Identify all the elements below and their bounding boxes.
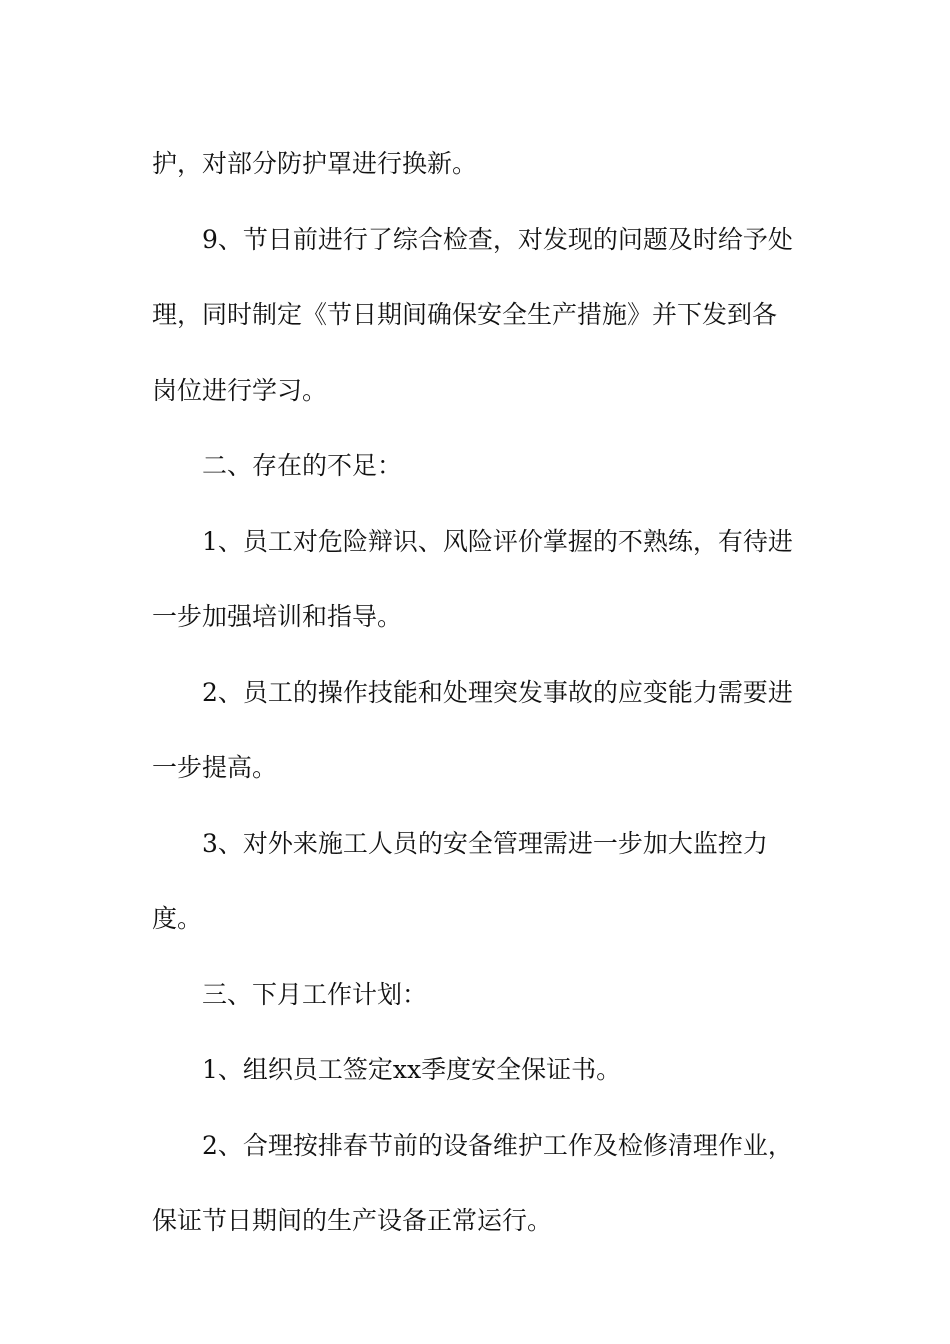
text-line: 一步加强培训和指导。 (152, 602, 403, 631)
text-line: 一步提高。 (152, 753, 278, 782)
text-line: 2、员工的操作技能和处理突发事故的应变能力需要进 (202, 677, 793, 707)
text-line: 护，对部分防护罩进行换新。 (152, 149, 478, 178)
text-line: 理，同时制定《节日期间确保安全生产措施》并下发到各 (152, 300, 778, 329)
text-line: 岗位进行学习。 (152, 375, 328, 405)
text-line: 1、员工对危险辩识、风险评价掌握的不熟练，有待进 (202, 526, 793, 556)
document-body (152, 126, 812, 1259)
text-line: 保证节日期间的生产设备正常运行。 (152, 1206, 553, 1235)
text-line: 3、对外来施工人员的安全管理需进一步加大监控力 (202, 828, 768, 858)
text-line: 度。 (152, 904, 203, 933)
section-heading: 三、下月工作计划： (202, 979, 428, 1009)
section-heading: 二、存在的不足： (202, 451, 403, 480)
text-line: 1、组织员工签定xx季度安全保证书。 (202, 1055, 622, 1084)
text-line: 9、节日前进行了综合检查，对发现的问题及时给予处 (202, 224, 793, 254)
text-line: 2、合理按排春节前的设备维护工作及检修清理作业， (202, 1130, 793, 1160)
